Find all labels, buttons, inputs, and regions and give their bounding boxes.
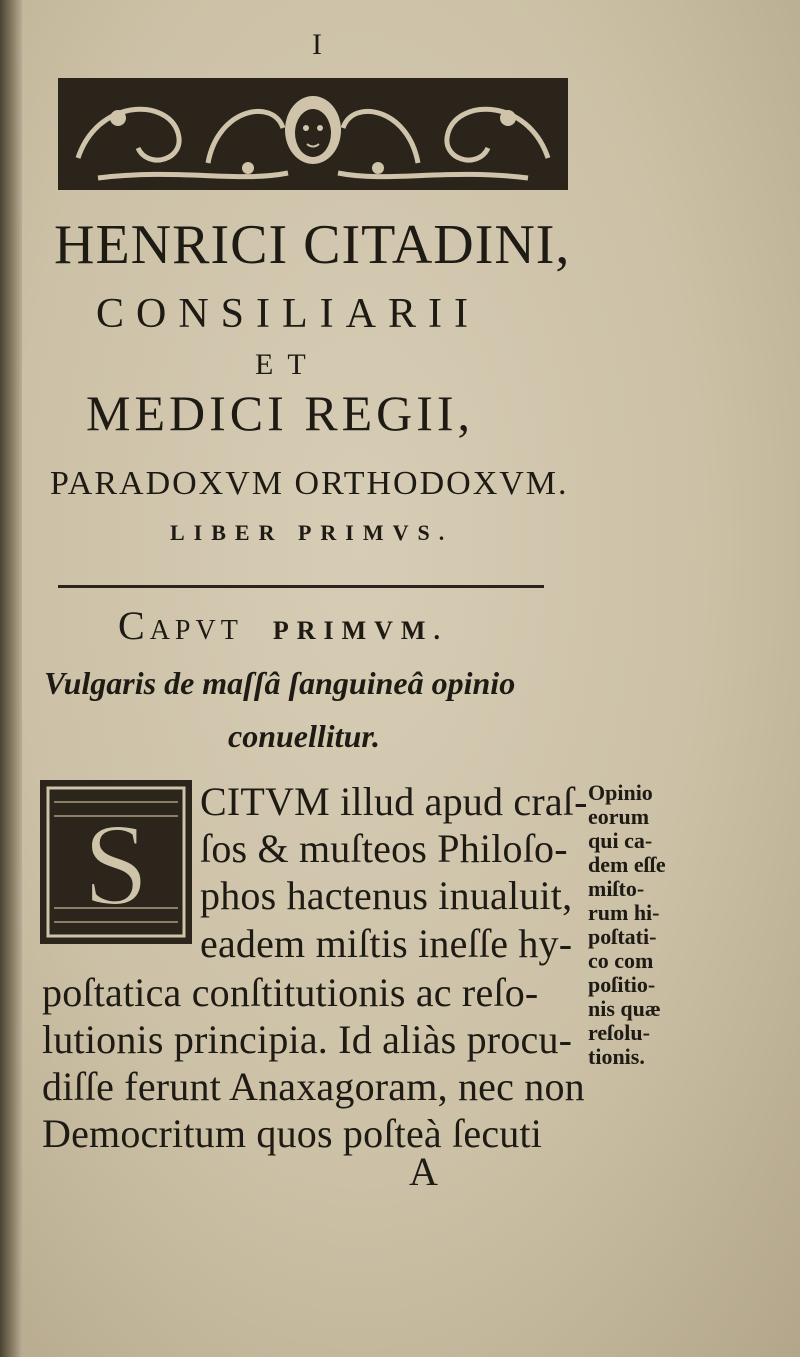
body-line-5: poſtatica conſtitutionis ac reſo-: [42, 970, 539, 1015]
title-office-1: CONSILIARII: [96, 291, 480, 337]
chapter-heading: [118, 602, 448, 649]
body-line-7: diſſe ferunt Anaxagoram, nec non: [42, 1064, 585, 1109]
chapter-subtitle-line1: Vulgaris de maſſâ ſanguineâ opinio: [44, 665, 516, 701]
body-line-6: lutionis principia. Id aliàs procu-: [42, 1017, 573, 1062]
body-line-2: ſos & muſteos Philoſo-: [200, 826, 568, 871]
marginal-note: [588, 781, 684, 1069]
woodcut-initial-s-icon: [40, 780, 192, 944]
chapter-heading-cap: C: [118, 603, 150, 648]
marginal-line: nis quæ: [588, 996, 661, 1021]
chapter-subtitle-line2: conuellitur.: [228, 718, 381, 754]
body-line-3: phos hactenus inualuit,: [200, 873, 573, 918]
marginal-line: Opinio: [588, 780, 653, 805]
marginal-line: poſitio-: [588, 972, 656, 997]
chapter-heading-rest: APVT: [149, 615, 243, 646]
marginal-line: miſto-: [588, 876, 645, 901]
title-work: PARADOXVM ORTHODOXVM.: [50, 465, 569, 502]
body-line-8: Democritum quos poſteà ſecuti: [42, 1111, 543, 1156]
marginal-line: dem eſſe: [588, 852, 666, 877]
marginal-line: poſtati-: [588, 924, 657, 949]
page-gutter-shadow: [0, 0, 22, 1357]
marginal-line: rum hi-: [588, 900, 660, 925]
title-author: HENRICI CITADINI,: [54, 214, 571, 276]
marginal-line: co com: [588, 948, 654, 973]
body-line-1: CITVM illud apud craſ-: [200, 779, 588, 824]
ornamental-headpiece-icon: [58, 78, 568, 190]
catchword: A: [409, 1149, 438, 1194]
title-rule: [58, 585, 544, 588]
title-book: LIBER PRIMVS.: [170, 520, 454, 545]
title-conjunction: ET: [255, 348, 320, 381]
marginal-line: eorum: [588, 804, 650, 829]
marginal-line: reſolu-: [588, 1020, 650, 1045]
page-number: I: [312, 28, 322, 61]
body-line-4: eadem miſtis ineſſe hy-: [200, 921, 573, 966]
title-office-2: MEDICI REGII,: [86, 385, 475, 441]
chapter-heading-number: PRIMVM.: [272, 616, 448, 645]
marginal-line: tionis.: [588, 1044, 645, 1069]
dropcap-letter: S: [83, 799, 149, 930]
marginal-line: qui ca-: [588, 828, 653, 853]
